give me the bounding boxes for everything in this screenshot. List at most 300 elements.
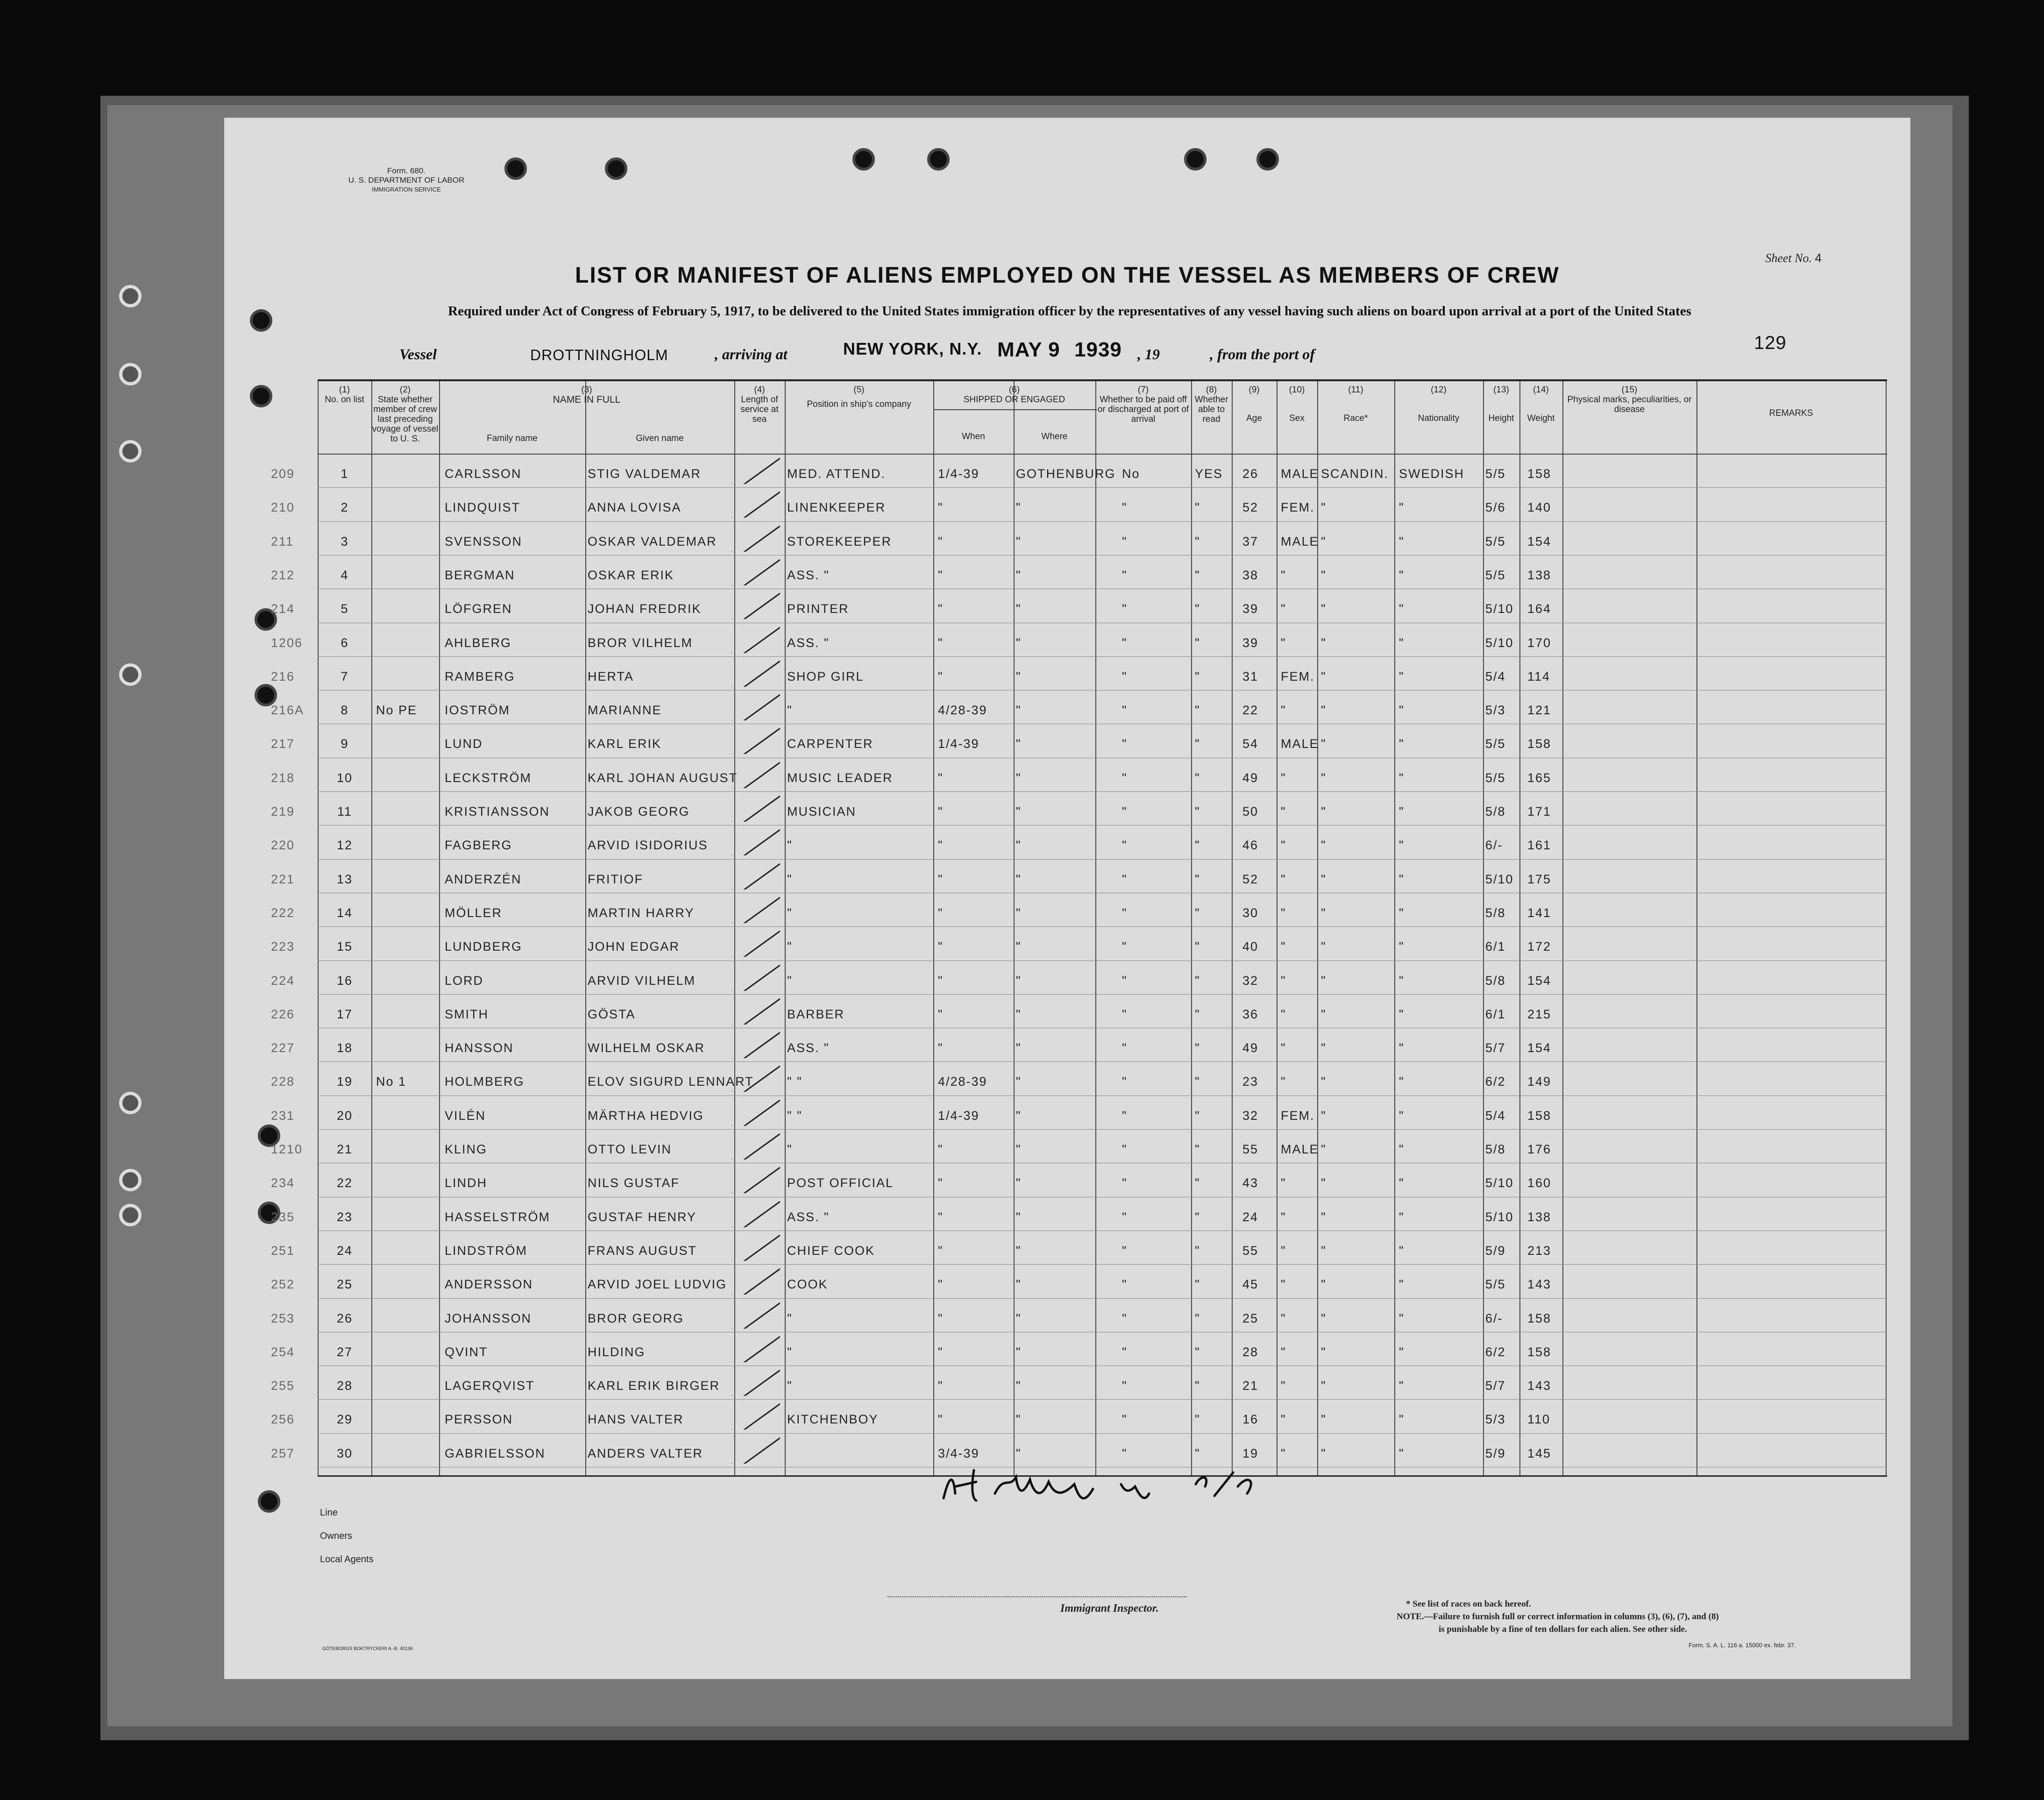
- family-name: SMITH: [445, 1007, 489, 1021]
- given-name: STIG VALDEMAR: [588, 467, 702, 481]
- able-to-read: ": [1195, 905, 1200, 920]
- height: 5/6: [1485, 500, 1506, 515]
- check-mark-icon: [729, 760, 780, 788]
- header-physical-marks: [1562, 385, 1696, 414]
- shipped-where: ": [1016, 1311, 1022, 1325]
- given-name: ANDERS VALTER: [588, 1446, 703, 1460]
- position: CHIEF COOK: [787, 1243, 875, 1258]
- table-row: [271, 926, 1886, 960]
- race: ": [1321, 1041, 1327, 1055]
- position: MUSICIAN: [787, 804, 857, 818]
- table-row: [271, 1298, 1886, 1332]
- year-prefix: , 19: [1137, 346, 1160, 363]
- height: 5/5: [1485, 467, 1506, 481]
- list-number: 15: [336, 939, 353, 954]
- footnote: [1397, 1598, 1719, 1636]
- shipped-where: ": [1016, 1209, 1022, 1224]
- height: 5/9: [1485, 1446, 1506, 1460]
- table-row: [271, 555, 1886, 589]
- position: KITCHENBOY: [787, 1412, 879, 1427]
- age: 19: [1242, 1446, 1259, 1460]
- weight: 145: [1527, 1446, 1552, 1460]
- able-to-read: ": [1195, 669, 1200, 683]
- list-number: 14: [336, 905, 353, 920]
- race: ": [1321, 1142, 1327, 1156]
- shipped-where: ": [1016, 1074, 1022, 1089]
- able-to-read: ": [1195, 973, 1200, 988]
- paid-off: ": [1122, 1142, 1128, 1156]
- height: 5/5: [1485, 737, 1506, 751]
- height: 5/7: [1485, 1379, 1506, 1393]
- punch-hole-icon: [250, 309, 272, 332]
- shipped-where: ": [1016, 1277, 1022, 1292]
- shipped-where: ": [1016, 872, 1022, 886]
- department: U. S. DEPARTMENT OF LABOR: [348, 176, 465, 185]
- height: 6/-: [1485, 838, 1503, 853]
- check-mark-icon: [729, 726, 780, 754]
- weight: 158: [1527, 1108, 1552, 1123]
- paid-off: ": [1122, 939, 1128, 954]
- nationality: ": [1399, 602, 1405, 616]
- weight: 138: [1527, 1209, 1552, 1224]
- shipped-when: 1/4-39: [938, 467, 979, 481]
- paid-off: ": [1122, 602, 1128, 616]
- list-number: 3: [341, 534, 349, 548]
- punch-hole-icon: [1184, 148, 1207, 171]
- header-text: Length of service at sea: [740, 395, 779, 424]
- sex: ": [1281, 1041, 1286, 1055]
- nationality: ": [1399, 703, 1405, 718]
- service: IMMIGRATION SERVICE: [372, 186, 441, 193]
- header-shipped: [933, 385, 1095, 405]
- nationality: ": [1399, 1311, 1405, 1325]
- paid-off: ": [1122, 635, 1128, 650]
- sex: ": [1281, 804, 1286, 818]
- nationality: ": [1399, 1345, 1405, 1359]
- punch-hole-icon: [852, 148, 875, 171]
- able-to-read: YES: [1195, 467, 1223, 481]
- race: ": [1321, 872, 1327, 886]
- arrival-year: 1939: [1074, 338, 1122, 361]
- reference-number: 217: [271, 737, 295, 751]
- able-to-read: ": [1195, 804, 1200, 818]
- nationality: ": [1399, 500, 1405, 515]
- weight: 158: [1527, 737, 1552, 751]
- sex: ": [1281, 1345, 1286, 1359]
- given-name: JOHN EDGAR: [588, 939, 680, 954]
- given-name: HILDING: [588, 1345, 646, 1359]
- height: 5/10: [1485, 1176, 1514, 1190]
- weight: 213: [1527, 1243, 1552, 1258]
- race: ": [1321, 1074, 1327, 1089]
- weight: 140: [1527, 500, 1552, 515]
- list-number: 11: [337, 804, 353, 818]
- age: 46: [1242, 838, 1259, 853]
- header-text: Height: [1488, 413, 1514, 423]
- nationality: ": [1399, 1209, 1405, 1224]
- header-family-name: Family name: [487, 434, 538, 443]
- weight: 176: [1527, 1142, 1552, 1156]
- able-to-read: ": [1195, 770, 1200, 785]
- footnote-note: NOTE.—Failure to furnish full or correct information in columns (3), (6), (7), and (8): [1397, 1612, 1719, 1622]
- reference-number: 210: [271, 500, 295, 515]
- height: 5/8: [1485, 1142, 1506, 1156]
- sex: ": [1281, 1412, 1286, 1427]
- position: CARPENTER: [787, 737, 873, 751]
- reference-number: 219: [271, 804, 295, 818]
- from-port-label: , from the port of: [1210, 346, 1315, 363]
- table-row: [271, 825, 1886, 859]
- position: ASS. ": [787, 635, 830, 650]
- given-name: MARIANNE: [588, 703, 662, 718]
- shipped-where: ": [1016, 1176, 1022, 1190]
- nationality: ": [1399, 669, 1405, 683]
- punch-hole-icon: [258, 1490, 280, 1513]
- nationality: ": [1399, 635, 1405, 650]
- family-name: HANSSON: [445, 1041, 514, 1055]
- age: 55: [1242, 1243, 1259, 1258]
- footnote-races: * See list of races on back hereof.: [1406, 1599, 1531, 1609]
- shipped-when: ": [938, 1209, 944, 1224]
- reference-number: 257: [271, 1446, 295, 1460]
- shipped-where: ": [1016, 973, 1022, 988]
- list-number: 24: [336, 1243, 353, 1258]
- race: ": [1321, 568, 1327, 582]
- able-to-read: ": [1195, 1243, 1200, 1258]
- sex: MALE: [1281, 534, 1319, 548]
- list-number: 29: [336, 1412, 353, 1427]
- weight: 170: [1527, 635, 1552, 650]
- paid-off: ": [1122, 872, 1128, 886]
- age: 23: [1242, 1074, 1259, 1089]
- race: ": [1321, 1209, 1327, 1224]
- list-number: 16: [336, 973, 353, 988]
- list-number: 26: [336, 1311, 353, 1325]
- list-number: 7: [341, 669, 349, 683]
- nationality: ": [1399, 1176, 1405, 1190]
- header-service-length: [734, 385, 785, 424]
- given-name: KARL ERIK BIRGER: [588, 1379, 720, 1393]
- height: 5/10: [1485, 872, 1514, 886]
- family-name: HOLMBERG: [445, 1074, 525, 1089]
- list-number: 9: [341, 737, 349, 751]
- given-name: KARL ERIK: [588, 737, 662, 751]
- age: 39: [1242, 635, 1259, 650]
- family-name: LUND: [445, 737, 483, 751]
- list-number: 22: [336, 1176, 353, 1190]
- given-name: HANS VALTER: [588, 1412, 684, 1427]
- previous-voyage: No PE: [376, 703, 418, 718]
- header-race: [1317, 385, 1394, 423]
- shipped-when: ": [938, 1379, 944, 1393]
- shipped-when: 3/4-39: [938, 1446, 979, 1460]
- race: ": [1321, 500, 1327, 515]
- paid-off: ": [1122, 534, 1128, 548]
- header-text: Position in ship's company: [807, 399, 911, 409]
- given-name: MÄRTHA HEDVIG: [588, 1108, 704, 1123]
- able-to-read: ": [1195, 1142, 1200, 1156]
- punch-hole-icon: [605, 157, 627, 180]
- header-num: (12): [1431, 385, 1447, 395]
- table-row: [271, 758, 1886, 791]
- manifest-sheet: [224, 118, 1910, 1679]
- age: 32: [1242, 1108, 1259, 1123]
- height: 5/10: [1485, 635, 1514, 650]
- table-row: [271, 859, 1886, 893]
- shipped-when: ": [938, 804, 944, 818]
- header-num: (1): [339, 385, 350, 395]
- weight: 154: [1527, 973, 1552, 988]
- paid-off: ": [1122, 669, 1128, 683]
- shipped-where: ": [1016, 602, 1022, 616]
- race: ": [1321, 737, 1327, 751]
- check-mark-icon: [729, 1030, 780, 1058]
- sex: ": [1281, 1074, 1286, 1089]
- height: 5/5: [1485, 1277, 1506, 1292]
- list-number: 28: [336, 1379, 353, 1393]
- reference-number: 220: [271, 838, 295, 853]
- shipped-where: ": [1016, 737, 1022, 751]
- position: ": [787, 939, 793, 954]
- family-name: FAGBERG: [445, 838, 512, 853]
- shipped-where: ": [1016, 1108, 1022, 1123]
- sex: ": [1281, 973, 1286, 988]
- reference-number: 235: [271, 1209, 295, 1224]
- age: 49: [1242, 1041, 1259, 1055]
- family-name: LORD: [445, 973, 484, 988]
- shipped-when: ": [938, 770, 944, 785]
- header-num: (13): [1493, 385, 1509, 395]
- able-to-read: ": [1195, 1412, 1200, 1427]
- able-to-read: ": [1195, 1379, 1200, 1393]
- shipped-where: ": [1016, 1041, 1022, 1055]
- given-name: ARVID VILHELM: [588, 973, 696, 988]
- weight: 164: [1527, 602, 1552, 616]
- nationality: ": [1399, 1041, 1405, 1055]
- paid-off: ": [1122, 1311, 1128, 1325]
- family-name: KRISTIANSSON: [445, 804, 550, 818]
- arriving-label: , arriving at: [715, 346, 788, 363]
- race: ": [1321, 1108, 1327, 1123]
- shipped-when: ": [938, 1041, 944, 1055]
- family-name: LUNDBERG: [445, 939, 523, 954]
- height: 6/2: [1485, 1074, 1506, 1089]
- sex: ": [1281, 635, 1286, 650]
- given-name: HERTA: [588, 669, 634, 683]
- age: 24: [1242, 1209, 1259, 1224]
- age: 49: [1242, 770, 1259, 785]
- reference-number: 253: [271, 1311, 295, 1325]
- shipped-where: ": [1016, 669, 1022, 683]
- age: 37: [1242, 534, 1259, 548]
- able-to-read: ": [1195, 1209, 1200, 1224]
- nationality: ": [1399, 1412, 1405, 1427]
- list-number: 6: [341, 635, 349, 650]
- family-name: KLING: [445, 1142, 488, 1156]
- age: 22: [1242, 703, 1259, 718]
- able-to-read: ": [1195, 1007, 1200, 1021]
- check-mark-icon: [729, 591, 780, 619]
- header-num: (8): [1206, 385, 1217, 395]
- check-mark-icon: [729, 625, 780, 653]
- form-number: Form. 680.: [387, 166, 426, 175]
- height: 6/-: [1485, 1311, 1503, 1325]
- header-nationality: [1394, 385, 1483, 423]
- header-text: Whether able to read: [1194, 395, 1228, 424]
- table-row: [271, 893, 1886, 926]
- crew-table: [271, 379, 1887, 1477]
- race: ": [1321, 1277, 1327, 1292]
- age: 16: [1242, 1412, 1259, 1427]
- shipped-where: ": [1016, 1007, 1022, 1021]
- height: 5/5: [1485, 568, 1506, 582]
- weight: 143: [1527, 1277, 1552, 1292]
- sex: ": [1281, 1176, 1286, 1190]
- able-to-read: ": [1195, 602, 1200, 616]
- list-number: 18: [336, 1041, 353, 1055]
- list-number: 13: [336, 872, 353, 886]
- weight: 154: [1527, 1041, 1552, 1055]
- check-mark-icon: [729, 929, 780, 957]
- given-name: KARL JOHAN AUGUST: [588, 770, 738, 785]
- page-title: LIST OR MANIFEST OF ALIENS EMPLOYED ON THE VESSEL AS MEMBERS OF CREW: [575, 263, 1560, 288]
- check-mark-icon: [729, 1098, 780, 1126]
- age: 25: [1242, 1311, 1259, 1325]
- reference-number: 228: [271, 1074, 295, 1089]
- header-num: (3): [581, 385, 592, 395]
- age: 52: [1242, 500, 1259, 515]
- position: " ": [787, 1074, 802, 1089]
- given-name: BROR VILHELM: [588, 635, 693, 650]
- family-name: MÖLLER: [445, 905, 503, 920]
- able-to-read: ": [1195, 1345, 1200, 1359]
- family-name: LÖFGREN: [445, 602, 512, 616]
- inspector-signature-line: [887, 1596, 1186, 1597]
- inspector-label: Immigrant Inspector.: [1060, 1602, 1159, 1615]
- position: STOREKEEPER: [787, 534, 892, 548]
- height: 5/4: [1485, 1108, 1506, 1123]
- weight: 158: [1527, 467, 1552, 481]
- family-name: LINDSTRÖM: [445, 1243, 528, 1258]
- nationality: ": [1399, 770, 1405, 785]
- header-remarks: REMARKS: [1769, 408, 1813, 418]
- check-mark-icon: [729, 557, 780, 585]
- table-row: [271, 1096, 1886, 1129]
- able-to-read: ": [1195, 1277, 1200, 1292]
- shipped-when: ": [938, 1176, 944, 1190]
- nationality: ": [1399, 1277, 1405, 1292]
- paid-off: ": [1122, 1041, 1128, 1055]
- header-where: Where: [1041, 432, 1068, 441]
- check-mark-icon: [729, 1301, 780, 1329]
- header-text: NAME IN FULL: [553, 394, 621, 405]
- shipped-where: ": [1016, 1379, 1022, 1393]
- table-row: [271, 1163, 1886, 1196]
- family-name: AHLBERG: [445, 635, 512, 650]
- shipped-when: 4/28-39: [938, 1074, 987, 1089]
- shipped-where: ": [1016, 770, 1022, 785]
- check-mark-icon: [729, 1131, 780, 1160]
- header-name: [439, 385, 734, 405]
- family-name: BERGMAN: [445, 568, 515, 582]
- race: ": [1321, 1243, 1327, 1258]
- able-to-read: ": [1195, 703, 1200, 718]
- race: ": [1321, 635, 1327, 650]
- able-to-read: ": [1195, 737, 1200, 751]
- reference-number: 214: [271, 602, 295, 616]
- given-name: OTTO LEVIN: [588, 1142, 672, 1156]
- nationality: ": [1399, 1379, 1405, 1393]
- shipped-where: ": [1016, 1142, 1022, 1156]
- height: 5/3: [1485, 703, 1506, 718]
- list-number: 1: [341, 467, 349, 481]
- height: 5/4: [1485, 669, 1506, 683]
- family-name: VILÉN: [445, 1108, 486, 1123]
- reference-number: 223: [271, 939, 295, 954]
- position: ASS. ": [787, 1209, 830, 1224]
- shipped-where: ": [1016, 703, 1022, 718]
- check-mark-icon: [729, 692, 780, 720]
- nationality: ": [1399, 1108, 1405, 1123]
- reference-number: 209: [271, 467, 295, 481]
- able-to-read: ": [1195, 1446, 1200, 1460]
- position: ": [787, 703, 793, 718]
- reference-number: 254: [271, 1345, 295, 1359]
- able-to-read: ": [1195, 1176, 1200, 1190]
- check-mark-icon: [729, 1064, 780, 1092]
- table-row: [271, 1231, 1886, 1264]
- given-name: MARTIN HARRY: [588, 905, 695, 920]
- nationality: ": [1399, 804, 1405, 818]
- sex: ": [1281, 568, 1286, 582]
- check-mark-icon: [729, 1368, 780, 1396]
- list-number: 25: [336, 1277, 353, 1292]
- position: " ": [787, 1108, 802, 1123]
- shipped-when: 1/4-39: [938, 1108, 979, 1123]
- shipped-where: ": [1016, 1446, 1022, 1460]
- age: 55: [1242, 1142, 1259, 1156]
- header-text: State whether member of crew last preceding voyage of vessel to U. S.: [372, 395, 439, 444]
- header-text: Physical marks, peculiarities, or disease: [1567, 395, 1692, 414]
- check-mark-icon: [729, 996, 780, 1025]
- age: 40: [1242, 939, 1259, 954]
- header-text: Whether to be paid off or discharged at port of arrival: [1097, 395, 1189, 424]
- list-number: 19: [336, 1074, 353, 1089]
- weight: 215: [1527, 1007, 1552, 1021]
- sex: ": [1281, 939, 1286, 954]
- list-number: 21: [336, 1142, 353, 1156]
- position: SHOP GIRL: [787, 669, 864, 683]
- height: 5/10: [1485, 602, 1514, 616]
- sex: ": [1281, 905, 1286, 920]
- paid-off: No: [1122, 467, 1140, 481]
- reference-number: 218: [271, 770, 295, 785]
- check-mark-icon: [729, 963, 780, 991]
- arrival-port: NEW YORK, N.Y.: [843, 339, 982, 358]
- check-mark-icon: [729, 1165, 780, 1193]
- table-row: [271, 1366, 1886, 1399]
- inspector-signature: [934, 1461, 1289, 1512]
- given-name: JAKOB GEORG: [588, 804, 690, 818]
- binder-hole-icon: [119, 1092, 142, 1114]
- reference-number: 224: [271, 973, 295, 988]
- binder-hole-icon: [119, 1169, 142, 1191]
- family-name: GABRIELSSON: [445, 1446, 546, 1460]
- sex: ": [1281, 703, 1286, 718]
- race: ": [1321, 1345, 1327, 1359]
- header-weight: [1519, 385, 1562, 423]
- table-row: [271, 1332, 1886, 1366]
